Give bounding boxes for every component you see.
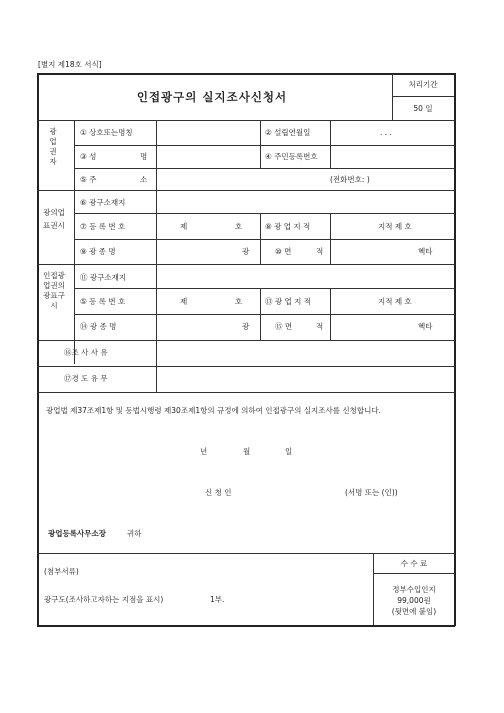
adjacent-location-field[interactable] [157,265,453,287]
processing-value: 50 일 [413,104,433,113]
adjacent-registration-ho: 호 [235,297,243,306]
area-label: 적 [316,247,324,256]
adjacent-mineral-gwang: 광 [242,322,250,331]
name-field[interactable] [157,146,259,167]
address-label-num: ⑤ 주 [80,175,97,184]
registration-ho: 호 [235,222,243,231]
application-statement: 광업법 제37조제1항 및 동법시행령 제30조제1항의 규정에 의하여 인접광구의 실지조사를 신청합니다. [46,406,382,415]
adjacent-area-label: 적 [316,322,324,331]
adjacent-mineral-label: ⑭ 광 종 명 [80,322,117,331]
adjacent-registration-je: 제 [180,297,188,306]
boundary-loss-field[interactable] [157,367,453,391]
mining-cadastre-field[interactable]: 지적 제 호 [378,222,412,231]
fee-label: 수 수 료 [400,559,428,568]
mine-section-label: 광의업표권시 [43,208,65,230]
name-label: 명 [140,152,148,161]
date-month: 월 [243,447,251,456]
mining-cadastre-label: ⑧ 광 업 지 적 [265,222,311,231]
investigation-reason-label: ⑯조 사 사 유 [64,348,108,357]
applicant-sign-label: 신 청 인 [205,488,232,497]
trade-name-field[interactable] [157,121,259,144]
applicant-signature[interactable]: (서명 또는 (인)) [345,488,398,497]
recipient-suffix: 귀하 [127,529,142,538]
date-year: 년 [200,447,208,456]
registration-number-label: ⑦ 등 록 번 호 [80,222,126,231]
mine-location-label: ⑥ 광구소재지 [80,198,126,207]
fee-stamp: 정부수입인지 [392,585,436,594]
form-number: [별지 제18호 서식] [38,60,102,69]
border-right [454,73,456,626]
trade-name-label: ① 상호또는명칭 [80,128,133,137]
mine-location-field[interactable] [157,191,453,212]
mineral-type-label: ⑨ 광 종 명 [80,247,116,256]
date-day: 일 [285,447,293,456]
registration-je: 제 [180,222,188,231]
name-label-num: ③ 성 [80,152,97,161]
fee-amount: 99,000원 [397,596,431,605]
adjacent-cadastre-field[interactable]: 지적 제 호 [378,297,412,306]
address-label: 소 [140,175,148,184]
adjacent-section-label: 인접광업권의광표구시 [43,271,65,310]
fee-note: (뒷면에 붙임) [391,607,437,616]
adjacent-area-label-num: ⑮ 면 [275,322,293,331]
adjacent-area-hectare: 헥타 [418,322,433,331]
attachments-label: (첨부서류) [44,567,79,576]
boundary-loss-label: ⑰경 도 유 무 [64,374,108,383]
border-left [37,73,39,626]
resident-number-label: ④ 주민등록번호 [265,152,318,161]
phone-field[interactable]: (전화번호: ) [330,175,370,184]
adjacent-location-label: ⑪ 광구소재지 [80,273,127,282]
processing-label: 처리기간 [408,80,438,89]
attachment-count: 1부. [210,595,225,604]
area-label-num: ⑩ 면 [275,247,292,256]
area-hectare: 헥타 [418,247,433,256]
applicant-section-label: 광업권자 [49,127,57,166]
resident-number-field[interactable] [331,146,453,167]
mineral-gwang: 광 [242,247,250,256]
border-bottom [37,625,455,627]
establish-date-field[interactable]: . . . [380,128,392,137]
investigation-reason-field[interactable] [157,341,453,365]
form-title: 인접광구의 실지조사신청서 [136,90,288,104]
adjacent-cadastre-label: ⑬ 광 업 지 적 [265,297,312,306]
adjacent-registration-label: ⑤ 등 록 번 호 [80,297,126,306]
establish-date-label: ② 설립연월일 [265,128,311,137]
attachment-item: 광구도(조사하고자하는 지점을 표시) [44,595,164,604]
recipient-office: 광업등록사무소장 [48,529,106,538]
